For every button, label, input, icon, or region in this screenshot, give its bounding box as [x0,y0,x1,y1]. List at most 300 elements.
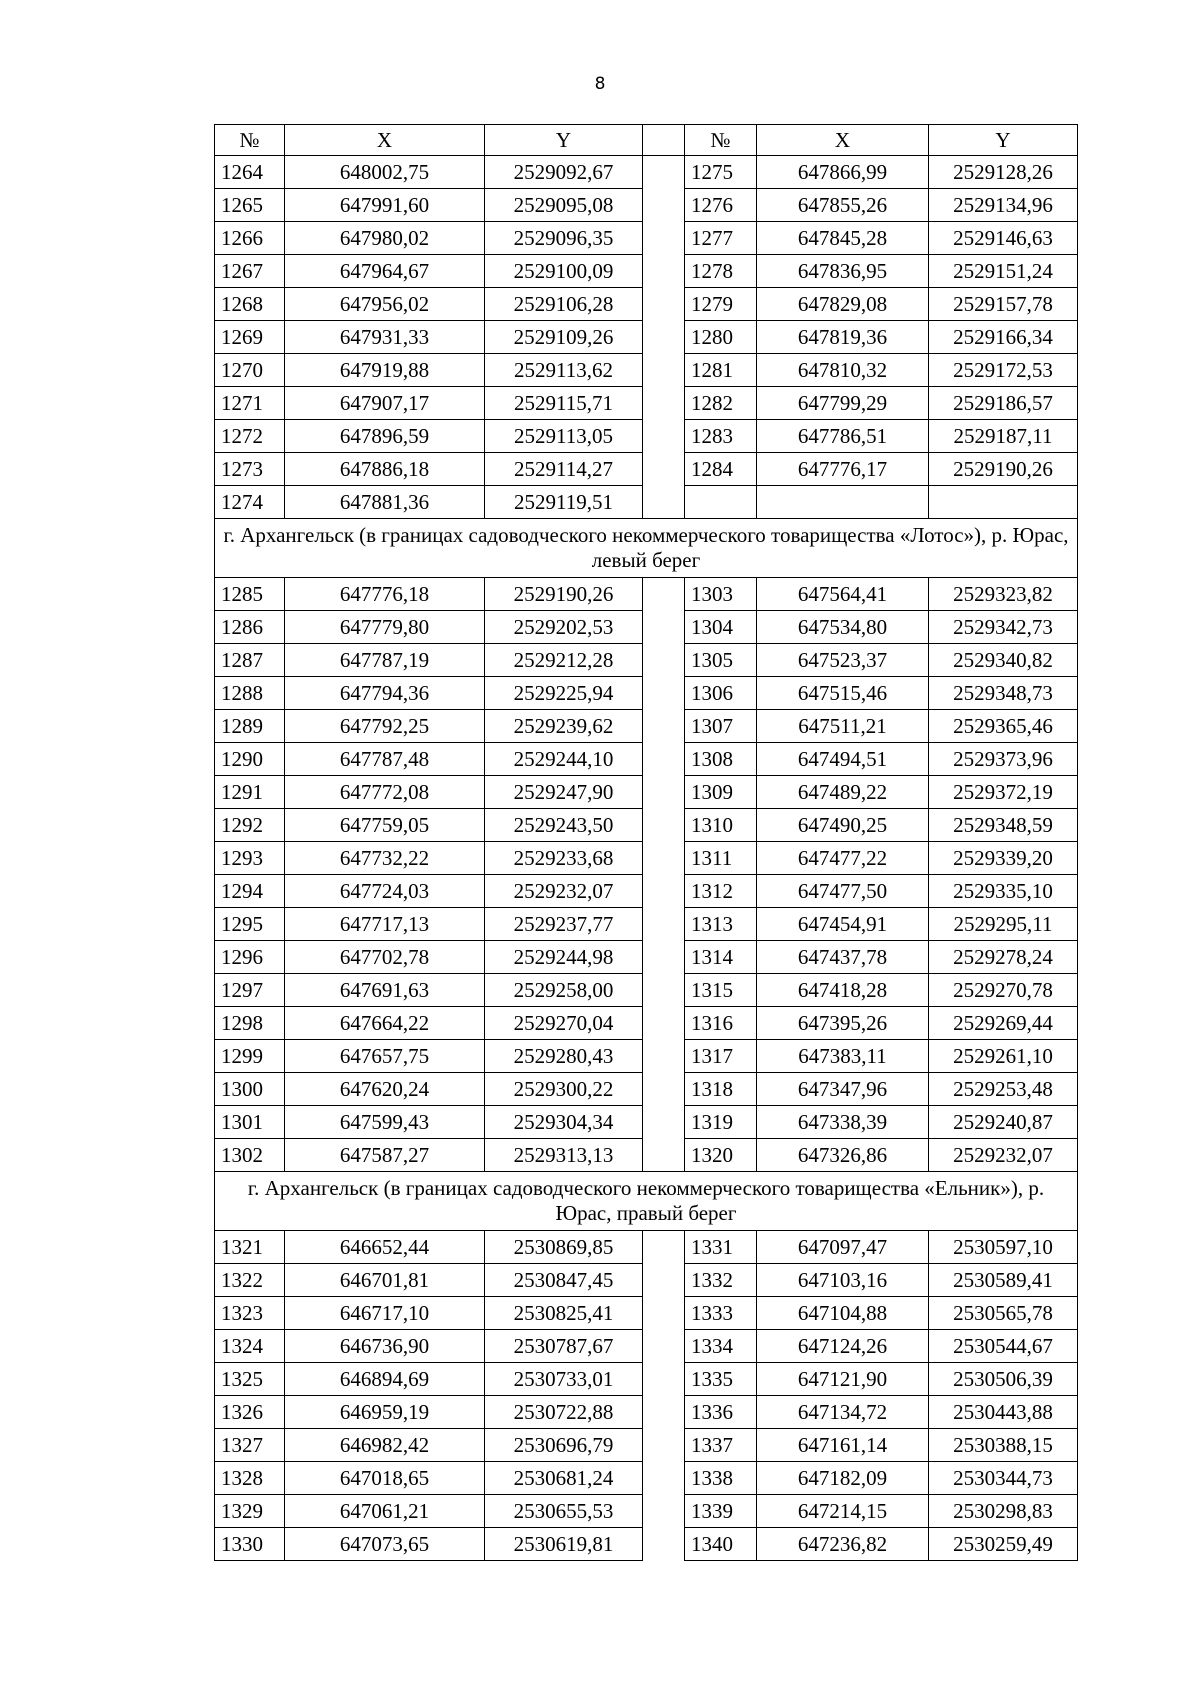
point-number-right: 1284 [685,453,757,486]
coordinates-table [214,124,1078,1561]
column-spacer [643,1297,685,1330]
x-coordinate-left: 646894,69 [285,1363,485,1396]
y-coordinate-left: 2529100,09 [485,255,643,288]
table-row [215,189,1078,222]
y-coordinate-right: 2530344,73 [929,1462,1078,1495]
point-number-right: 1337 [685,1429,757,1462]
column-spacer [643,1073,685,1106]
y-coordinate-left: 2529304,34 [485,1106,643,1139]
point-number-left: 1290 [215,743,285,776]
column-spacer [643,1462,685,1495]
column-spacer [643,1396,685,1429]
point-number-left: 1322 [215,1264,285,1297]
point-number-right: 1334 [685,1330,757,1363]
table-row [215,1040,1078,1073]
point-number-left: 1293 [215,842,285,875]
column-spacer [643,842,685,875]
table-row [215,222,1078,255]
point-number-left: 1274 [215,486,285,519]
x-coordinate-left: 647980,02 [285,222,485,255]
x-coordinate-left: 647664,22 [285,1007,485,1040]
point-number-right: 1335 [685,1363,757,1396]
point-number-right: 1279 [685,288,757,321]
x-coordinate-left: 648002,75 [285,156,485,189]
y-coordinate-right: 2529278,24 [929,941,1078,974]
x-coordinate-right: 647103,16 [757,1264,929,1297]
y-coordinate-left: 2529114,27 [485,453,643,486]
y-coordinate-left: 2529106,28 [485,288,643,321]
y-coordinate-right: 2530298,83 [929,1495,1078,1528]
x-coordinate-right: 647523,37 [757,644,929,677]
column-spacer [643,974,685,1007]
section-caption-row [215,519,1078,578]
x-coordinate-right: 647836,95 [757,255,929,288]
point-number-left: 1268 [215,288,285,321]
x-coordinate-right: 647866,99 [757,156,929,189]
x-coordinate-right: 647477,50 [757,875,929,908]
y-coordinate-left: 2529190,26 [485,578,643,611]
point-number-right: 1306 [685,677,757,710]
y-coordinate-left: 2530733,01 [485,1363,643,1396]
point-number-right: 1312 [685,875,757,908]
point-number-right: 1307 [685,710,757,743]
table-row [215,1007,1078,1040]
y-coordinate-left: 2529202,53 [485,611,643,644]
x-coordinate-right: 647819,36 [757,321,929,354]
y-coordinate-left: 2529119,51 [485,486,643,519]
y-coordinate-right: 2530597,10 [929,1231,1078,1264]
x-coordinate-left: 647907,17 [285,387,485,420]
table-row [215,941,1078,974]
column-spacer [643,387,685,420]
point-number-left: 1298 [215,1007,285,1040]
y-coordinate-left: 2530847,45 [485,1264,643,1297]
point-number-left: 1285 [215,578,285,611]
x-coordinate-right: 647776,17 [757,453,929,486]
column-spacer [643,1429,685,1462]
header-num-right: № [685,125,757,156]
column-spacer [643,1231,685,1264]
x-coordinate-right: 647347,96 [757,1073,929,1106]
table-row [215,743,1078,776]
table-row [215,1396,1078,1429]
table-row [215,156,1078,189]
table-row [215,288,1078,321]
y-coordinate-left: 2529212,28 [485,644,643,677]
point-number-right: 1332 [685,1264,757,1297]
column-spacer [643,486,685,519]
table-row [215,255,1078,288]
point-number-right: 1331 [685,1231,757,1264]
y-coordinate-left: 2529113,62 [485,354,643,387]
y-coordinate-right: 2529253,48 [929,1073,1078,1106]
x-coordinate-right: 647786,51 [757,420,929,453]
point-number-right: 1308 [685,743,757,776]
column-spacer [643,321,685,354]
column-spacer [643,1330,685,1363]
point-number-left: 1302 [215,1139,285,1172]
table-row [215,1297,1078,1330]
x-coordinate-left: 647896,59 [285,420,485,453]
x-coordinate-right: 647564,41 [757,578,929,611]
point-number-left: 1265 [215,189,285,222]
x-coordinate-left: 647724,03 [285,875,485,908]
y-coordinate-left: 2530696,79 [485,1429,643,1462]
point-number-left: 1266 [215,222,285,255]
y-coordinate-right: 2529295,11 [929,908,1078,941]
y-coordinate-left: 2529237,77 [485,908,643,941]
header-y-left: Y [485,125,643,156]
y-coordinate-left: 2529233,68 [485,842,643,875]
column-spacer [643,1363,685,1396]
x-coordinate-right: 647855,26 [757,189,929,222]
y-coordinate-right: 2529128,26 [929,156,1078,189]
y-coordinate-right: 2529134,96 [929,189,1078,222]
table-row [215,486,1078,519]
table-row [215,677,1078,710]
x-coordinate-right: 647799,29 [757,387,929,420]
y-coordinate-right: 2529151,24 [929,255,1078,288]
point-number-left: 1286 [215,611,285,644]
column-spacer [643,743,685,776]
y-coordinate-left: 2529300,22 [485,1073,643,1106]
y-coordinate-right: 2529186,57 [929,387,1078,420]
x-coordinate-left: 647691,63 [285,974,485,1007]
table-row [215,387,1078,420]
y-coordinate-right: 2530589,41 [929,1264,1078,1297]
table-row [215,453,1078,486]
x-coordinate-right: 647124,26 [757,1330,929,1363]
table-row [215,875,1078,908]
point-number-left: 1267 [215,255,285,288]
y-coordinate-right: 2529339,20 [929,842,1078,875]
table-row [215,321,1078,354]
point-number-left: 1299 [215,1040,285,1073]
y-coordinate-right: 2529335,10 [929,875,1078,908]
column-spacer [643,288,685,321]
point-number-right: 1303 [685,578,757,611]
y-coordinate-left: 2529113,05 [485,420,643,453]
point-number-right: 1340 [685,1528,757,1561]
x-coordinate-left: 647881,36 [285,486,485,519]
table-row [215,354,1078,387]
column-spacer [643,1528,685,1561]
point-number-left: 1272 [215,420,285,453]
x-coordinate-left: 646717,10 [285,1297,485,1330]
point-number-right: 1318 [685,1073,757,1106]
x-coordinate-left: 646736,90 [285,1330,485,1363]
point-number-right: 1316 [685,1007,757,1040]
x-coordinate-right: 647134,72 [757,1396,929,1429]
point-number-right: 1315 [685,974,757,1007]
x-coordinate-right: 647515,46 [757,677,929,710]
x-coordinate-left: 646701,81 [285,1264,485,1297]
table-row [215,1264,1078,1297]
table-row [215,1528,1078,1561]
y-coordinate-right: 2529232,07 [929,1139,1078,1172]
x-coordinate-left: 647018,65 [285,1462,485,1495]
x-coordinate-left: 647702,78 [285,941,485,974]
column-spacer [643,875,685,908]
table-body [215,156,1078,1561]
y-coordinate-left: 2529096,35 [485,222,643,255]
point-number-left: 1330 [215,1528,285,1561]
y-coordinate-left: 2529313,13 [485,1139,643,1172]
x-coordinate-left: 647919,88 [285,354,485,387]
table-header-row [215,125,1078,156]
column-spacer [643,677,685,710]
y-coordinate-right: 2529261,10 [929,1040,1078,1073]
x-coordinate-right: 647829,08 [757,288,929,321]
point-number-left: 1301 [215,1106,285,1139]
y-coordinate-right: 2529372,19 [929,776,1078,809]
point-number-right: 1309 [685,776,757,809]
y-coordinate-left: 2530655,53 [485,1495,643,1528]
table-row [215,1106,1078,1139]
y-coordinate-left: 2529258,00 [485,974,643,1007]
x-coordinate-left: 647794,36 [285,677,485,710]
x-coordinate-right: 647097,47 [757,1231,929,1264]
section-caption-row [215,1172,1078,1231]
x-coordinate-right: 647418,28 [757,974,929,1007]
point-number-right: 1283 [685,420,757,453]
point-number-right: 1311 [685,842,757,875]
x-coordinate-left: 647657,75 [285,1040,485,1073]
x-coordinate-left: 647587,27 [285,1139,485,1172]
point-number-right: 1305 [685,644,757,677]
point-number-left: 1327 [215,1429,285,1462]
point-number-left: 1270 [215,354,285,387]
table-row [215,420,1078,453]
y-coordinate-right: 2530506,39 [929,1363,1078,1396]
x-coordinate-right: 647214,15 [757,1495,929,1528]
column-spacer [643,1040,685,1073]
y-coordinate-right: 2529323,82 [929,578,1078,611]
x-coordinate-right: 647182,09 [757,1462,929,1495]
x-coordinate-left: 647061,21 [285,1495,485,1528]
point-number-right: 1314 [685,941,757,974]
column-spacer [643,908,685,941]
column-spacer [643,156,685,189]
x-coordinate-left: 647991,60 [285,189,485,222]
point-number-left: 1294 [215,875,285,908]
table-row [215,974,1078,1007]
column-spacer [643,809,685,842]
table-row [215,776,1078,809]
point-number-left: 1297 [215,974,285,1007]
y-coordinate-right: 2529269,44 [929,1007,1078,1040]
column-spacer [643,1106,685,1139]
y-coordinate-right: 2529166,34 [929,321,1078,354]
table-row [215,809,1078,842]
column-spacer [643,941,685,974]
point-number-right: 1336 [685,1396,757,1429]
y-coordinate-right: 2529340,82 [929,644,1078,677]
y-coordinate-right: 2529172,53 [929,354,1078,387]
x-coordinate-left: 647956,02 [285,288,485,321]
x-coordinate-left: 647776,18 [285,578,485,611]
point-number-right: 1304 [685,611,757,644]
point-number-right: 1276 [685,189,757,222]
column-spacer [643,453,685,486]
table-row [215,1429,1078,1462]
point-number-right: 1282 [685,387,757,420]
point-number-right: 1339 [685,1495,757,1528]
column-spacer [643,611,685,644]
y-coordinate-left: 2529239,62 [485,710,643,743]
y-coordinate-left: 2530869,85 [485,1231,643,1264]
column-spacer [643,420,685,453]
table-row [215,710,1078,743]
y-coordinate-left: 2529115,71 [485,387,643,420]
y-coordinate-left: 2529270,04 [485,1007,643,1040]
point-number-left: 1324 [215,1330,285,1363]
x-coordinate-left: 646652,44 [285,1231,485,1264]
x-coordinate-right: 647454,91 [757,908,929,941]
x-coordinate-left: 647073,65 [285,1528,485,1561]
point-number-left: 1287 [215,644,285,677]
x-coordinate-left: 647931,33 [285,321,485,354]
y-coordinate-left: 2529244,98 [485,941,643,974]
point-number-right: 1338 [685,1462,757,1495]
column-spacer [643,776,685,809]
y-coordinate-left: 2530619,81 [485,1528,643,1561]
table-row [215,1462,1078,1495]
point-number-left: 1295 [215,908,285,941]
table-row [215,842,1078,875]
y-coordinate-right: 2530443,88 [929,1396,1078,1429]
column-spacer [643,354,685,387]
point-number-right: 1310 [685,809,757,842]
point-number-left: 1264 [215,156,285,189]
x-coordinate-right: 647437,78 [757,941,929,974]
point-number-right: 1277 [685,222,757,255]
header-spacer [643,125,685,156]
x-coordinate-left: 647772,08 [285,776,485,809]
table-row [215,1330,1078,1363]
x-coordinate-left: 646959,19 [285,1396,485,1429]
x-coordinate-left: 647732,22 [285,842,485,875]
x-coordinate-right: 647534,80 [757,611,929,644]
x-coordinate-right: 647326,86 [757,1139,929,1172]
point-number-right: 1319 [685,1106,757,1139]
y-coordinate-right: 2530259,49 [929,1528,1078,1561]
x-coordinate-left: 647787,48 [285,743,485,776]
x-coordinate-right: 647511,21 [757,710,929,743]
table-row [215,1073,1078,1106]
page-number: 8 [594,74,606,94]
point-number-right: 1280 [685,321,757,354]
y-coordinate-right: 2529146,63 [929,222,1078,255]
point-number-left: 1300 [215,1073,285,1106]
y-coordinate-right: 2530544,67 [929,1330,1078,1363]
y-coordinate-right: 2529187,11 [929,420,1078,453]
x-coordinate-right: 647494,51 [757,743,929,776]
point-number-left: 1288 [215,677,285,710]
point-number-left: 1291 [215,776,285,809]
column-spacer [643,578,685,611]
y-coordinate-left: 2529109,26 [485,321,643,354]
x-coordinate-right: 647810,32 [757,354,929,387]
x-coordinate-right: 647395,26 [757,1007,929,1040]
table-row [215,644,1078,677]
y-coordinate-right: 2529342,73 [929,611,1078,644]
y-coordinate-right: 2530565,78 [929,1297,1078,1330]
y-coordinate-left: 2530722,88 [485,1396,643,1429]
x-coordinate-left: 647620,24 [285,1073,485,1106]
point-number-left: 1326 [215,1396,285,1429]
x-coordinate-left: 647792,25 [285,710,485,743]
y-coordinate-right: 2529190,26 [929,453,1078,486]
x-coordinate-left: 647964,67 [285,255,485,288]
column-spacer [643,1264,685,1297]
table-row [215,1231,1078,1264]
y-coordinate-right [929,486,1078,519]
table-row [215,1139,1078,1172]
x-coordinate-left: 646982,42 [285,1429,485,1462]
header-x-left: X [285,125,485,156]
y-coordinate-left: 2530787,67 [485,1330,643,1363]
x-coordinate-right: 647490,25 [757,809,929,842]
y-coordinate-left: 2529243,50 [485,809,643,842]
section-caption: г. Архангельск (в границах садоводческого некоммерческого товарищества «Ельник»), р. Юрас, правый берег [215,1172,1078,1231]
column-spacer [643,222,685,255]
column-spacer [643,710,685,743]
column-spacer [643,189,685,222]
point-number-left: 1271 [215,387,285,420]
x-coordinate-left: 647787,19 [285,644,485,677]
y-coordinate-right: 2530388,15 [929,1429,1078,1462]
table-row [215,1363,1078,1396]
x-coordinate-right: 647477,22 [757,842,929,875]
x-coordinate-left: 647599,43 [285,1106,485,1139]
point-number-right [685,486,757,519]
column-spacer [643,644,685,677]
x-coordinate-right: 647845,28 [757,222,929,255]
point-number-right: 1281 [685,354,757,387]
x-coordinate-right: 647489,22 [757,776,929,809]
column-spacer [643,1495,685,1528]
point-number-right: 1333 [685,1297,757,1330]
y-coordinate-left: 2529092,67 [485,156,643,189]
x-coordinate-left: 647886,18 [285,453,485,486]
point-number-left: 1273 [215,453,285,486]
x-coordinate-left: 647717,13 [285,908,485,941]
point-number-left: 1328 [215,1462,285,1495]
x-coordinate-right [757,486,929,519]
point-number-right: 1320 [685,1139,757,1172]
point-number-left: 1292 [215,809,285,842]
point-number-left: 1325 [215,1363,285,1396]
y-coordinate-left: 2529244,10 [485,743,643,776]
x-coordinate-right: 647104,88 [757,1297,929,1330]
y-coordinate-left: 2529232,07 [485,875,643,908]
x-coordinate-left: 647759,05 [285,809,485,842]
y-coordinate-right: 2529157,78 [929,288,1078,321]
y-coordinate-left: 2529280,43 [485,1040,643,1073]
y-coordinate-right: 2529348,73 [929,677,1078,710]
section-caption: г. Архангельск (в границах садоводческого некоммерческого товарищества «Лотос»), р. Юрас, левый берег [215,519,1078,578]
column-spacer [643,1007,685,1040]
table-row [215,908,1078,941]
point-number-left: 1269 [215,321,285,354]
table-row [215,1495,1078,1528]
table-row [215,611,1078,644]
x-coordinate-left: 647779,80 [285,611,485,644]
column-spacer [643,1139,685,1172]
x-coordinate-right: 647161,14 [757,1429,929,1462]
x-coordinate-right: 647383,11 [757,1040,929,1073]
